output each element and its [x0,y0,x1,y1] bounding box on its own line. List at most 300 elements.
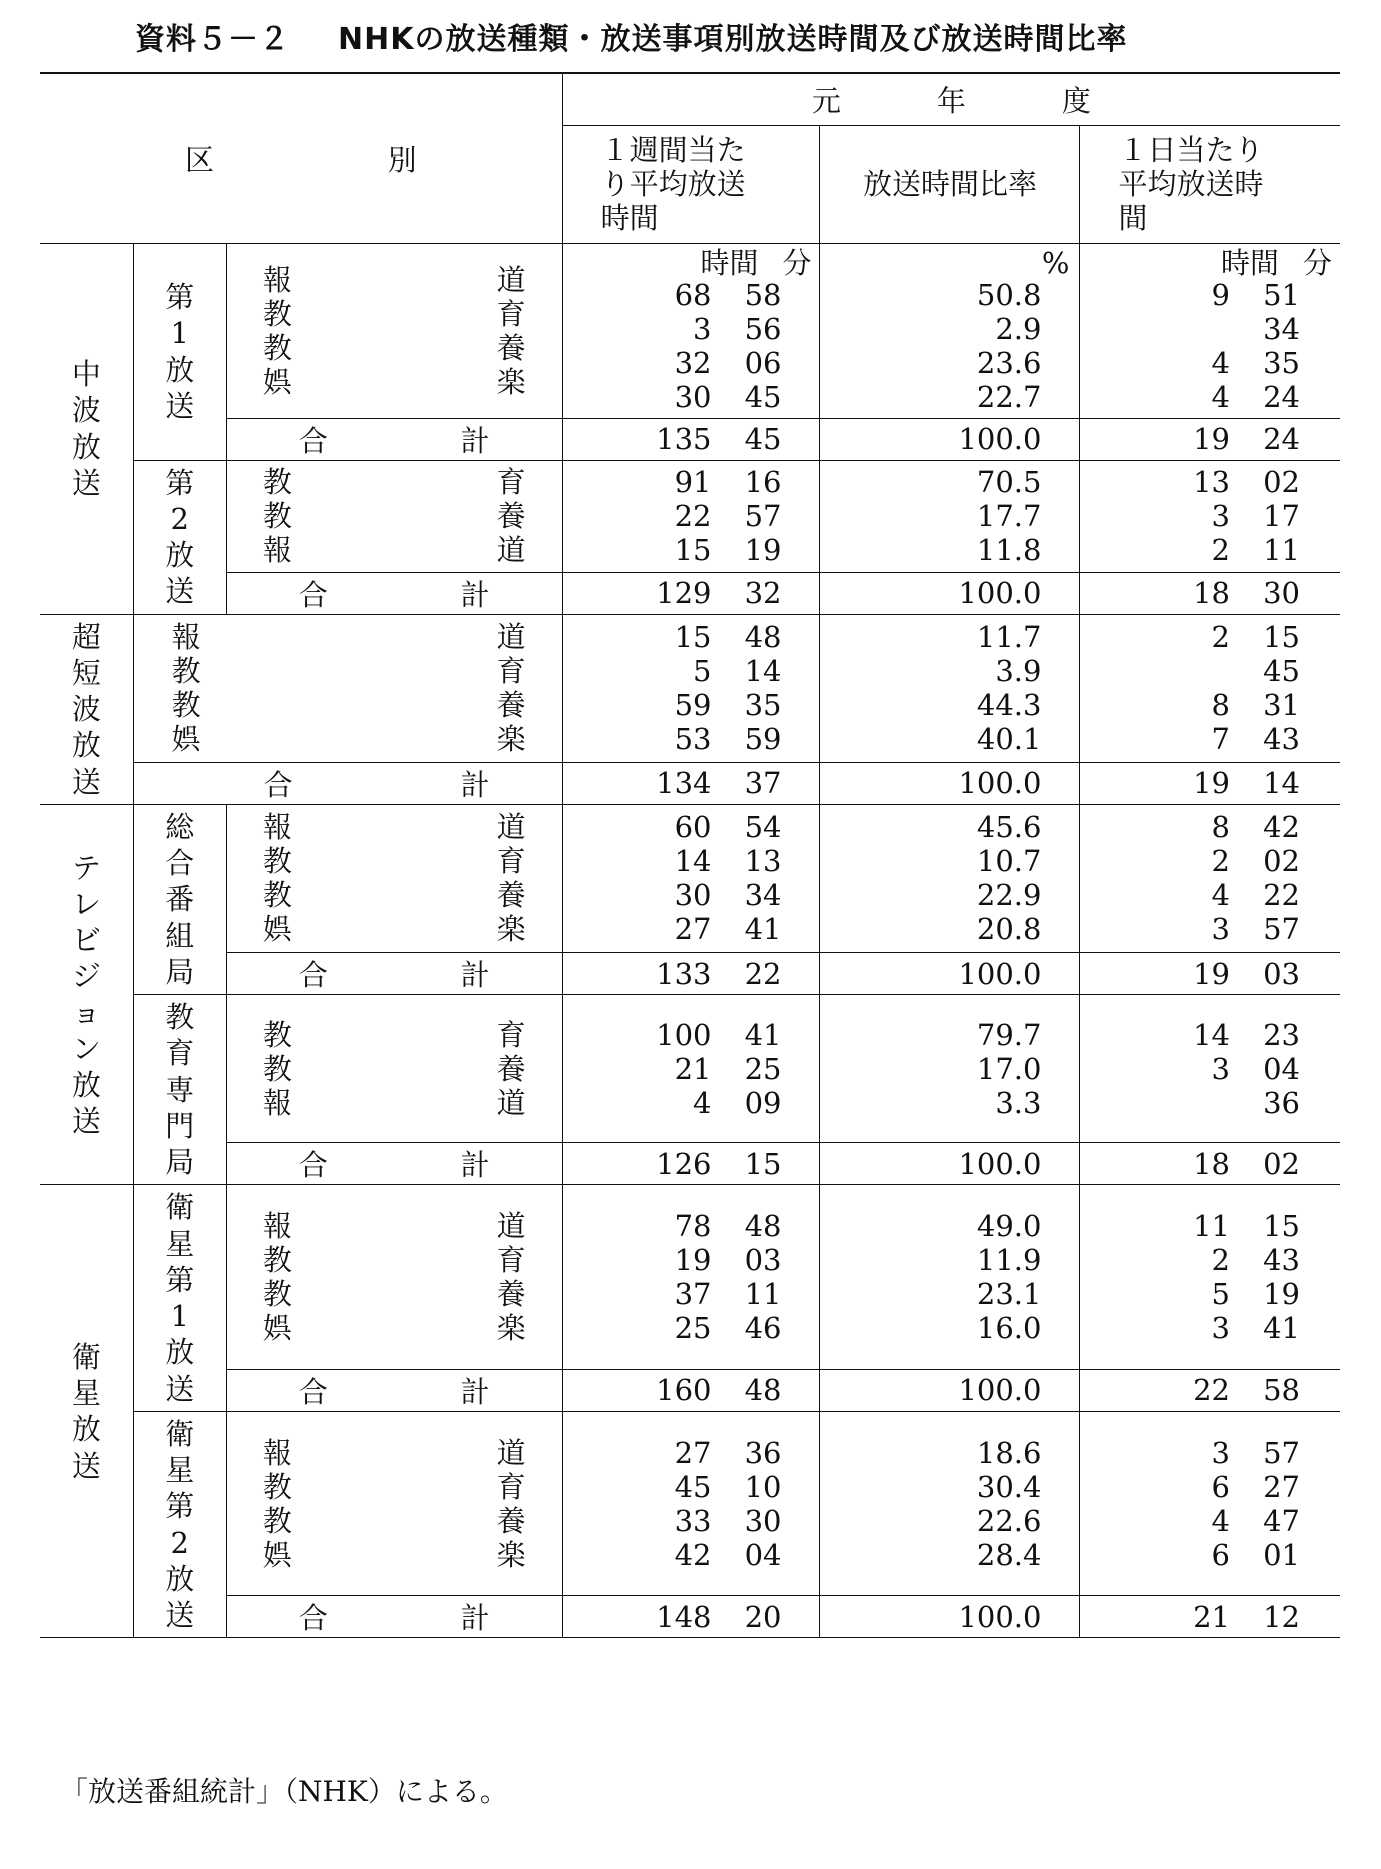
unit-min: 分 [1302,245,1332,280]
weekly-hours: 5 [693,654,712,689]
total-daily [1080,1147,1340,1181]
total-ratio-cell [820,1596,1080,1638]
category-cell [226,1411,562,1596]
ratio-stack [820,278,1079,414]
category-stack [227,810,562,946]
weekly-minutes: 03 [744,1243,782,1277]
category-cell [226,995,562,1143]
daily-minutes: 31 [1263,688,1300,723]
weekly-line [563,380,820,414]
category-line [227,1504,562,1538]
group-label [134,465,226,610]
vertical-char: レ [71,886,101,921]
daily-line [1080,465,1340,499]
vertical-char: 放 [71,429,101,464]
category-char-right: 養 [496,499,526,533]
category-line [227,810,562,844]
weekly-minutes: 34 [744,878,782,913]
total-daily-cell [1080,953,1340,995]
daily-minutes: 11 [1263,533,1300,567]
weekly-hours: 15 [674,533,712,567]
category-line [227,878,562,912]
ratio-line: 30.4 [976,1469,1042,1504]
daily-line [1080,1470,1340,1504]
weekly-line [563,312,820,346]
vertical-char: 放 [165,1561,195,1596]
vertical-char: 波 [71,393,101,428]
total-ratio-cell [820,953,1080,995]
weekly-hours: 60 [674,810,712,845]
data-row-group [40,995,1340,1143]
category-stack [227,263,562,399]
category-stack [134,620,562,756]
header-category-right: 別 [387,142,417,177]
daily-minutes: 15 [1263,620,1300,655]
weekly-hours: 100 [656,1017,712,1052]
weekly-minutes: 48 [744,1209,782,1243]
total-weekly-hours: 133 [656,956,712,991]
group-label-cell [133,804,226,994]
daily-line [1080,1018,1340,1052]
category-char-right: 楽 [496,1537,526,1572]
daily-stack [1080,465,1340,567]
vertical-char: 局 [165,954,195,989]
category-line [227,844,562,878]
vertical-char: 送 [71,465,101,500]
daily-hours: 3 [1211,1051,1230,1086]
total-char-left: 合 [298,1601,328,1636]
group-label [134,1416,226,1634]
ratio-stack [820,1018,1079,1120]
group-label-cell [133,460,226,614]
weekly-hours: 19 [674,1243,712,1277]
category-char-right: 育 [496,296,526,331]
daily-cell [1080,1411,1340,1596]
weekly-minutes: 25 [744,1051,782,1086]
weekly-hours: 33 [674,1503,712,1538]
weekly-hours: 27 [674,912,712,947]
daily-line [1080,620,1340,654]
category-char-right: 養 [496,1503,526,1538]
total-weekly-minutes: 37 [744,766,782,801]
daily-hours: 5 [1211,1277,1230,1311]
category-line [227,1018,562,1052]
weekly-hours: 30 [674,379,712,414]
total-daily-hours: 22 [1193,1373,1230,1408]
category-cell [133,614,562,762]
weekly-line [563,1504,820,1538]
vertical-char: 組 [165,918,195,953]
daily-minutes: 42 [1263,810,1300,845]
total-daily [1080,576,1340,610]
ratio-cell [820,1411,1080,1596]
category-line [227,331,562,365]
weekly-line [563,1277,820,1311]
daily-hours: 8 [1211,688,1230,723]
vertical-char: 送 [71,764,101,799]
total-daily-cell [1080,762,1340,804]
weekly-minutes: 30 [744,1503,782,1538]
total-char-right: 計 [460,958,490,992]
weekly-line [563,1052,820,1086]
total-daily-hours: 21 [1193,1599,1230,1634]
ratio-line: 23.1 [976,1277,1042,1311]
total-weekly-cell [562,762,820,804]
unit-min: 分 [782,245,812,280]
ratio-cell [820,460,1080,572]
section-label [40,619,133,800]
category-stack [227,1436,562,1572]
daily-stack [1080,620,1340,756]
category-char-right: 育 [496,654,526,689]
total-char-right: 計 [460,767,490,802]
section-label-cell [40,243,133,614]
weekly-cell [562,1411,820,1596]
weekly-hours: 37 [674,1277,712,1311]
vertical-char: 門 [165,1108,195,1143]
vertical-char: 放 [165,352,195,387]
weekly-line [563,844,820,878]
daily-minutes: 02 [1263,465,1300,499]
vertical-char: ジ [71,959,101,994]
vertical-char: 短 [71,655,101,690]
category-char-right: 楽 [496,1311,526,1345]
category-char-right: 道 [496,262,526,297]
daily-hours: 2 [1211,620,1230,655]
vertical-char: 放 [71,1412,101,1447]
unit-hour: 時間 [700,245,759,280]
total-daily-minutes: 14 [1263,766,1300,801]
total-weekly [563,1600,820,1634]
daily-line [1080,1052,1340,1086]
group-label [134,1189,226,1407]
category-char-left: 教 [262,330,292,365]
daily-minutes: 36 [1263,1085,1300,1120]
daily-minutes: 23 [1263,1017,1300,1052]
weekly-minutes: 11 [744,1277,782,1311]
category-char-left: 娯 [262,1537,292,1572]
vertical-char: 星 [165,1226,195,1261]
ratio-line: 20.8 [976,912,1042,947]
ratio-line: 11.9 [976,1243,1042,1277]
total-char-right: 計 [460,1601,490,1636]
data-row-section [40,614,1340,762]
weekly-hours: 25 [674,1311,712,1345]
header-category-left: 区 [185,142,215,177]
weekly-minutes: 57 [744,499,782,533]
title-label: 資料５－２ [135,22,290,57]
weekly-line [563,912,820,946]
total-char-left: 合 [298,1148,328,1183]
daily-line [1080,499,1340,533]
daily-line [1080,1243,1340,1277]
daily-line [1080,810,1340,844]
vertical-char: 衛 [165,1416,195,1451]
weekly-line [563,1243,820,1277]
total-weekly-minutes: 48 [744,1373,782,1408]
ratio-line: 2.9 [995,311,1042,346]
daily-line [1080,278,1340,312]
weekly-hours: 14 [674,844,712,879]
category-char-left: 報 [262,533,292,567]
total-daily-hours: 19 [1193,956,1230,991]
category-char-left: 教 [262,1017,292,1052]
category-char-left: 娯 [171,722,201,757]
vertical-char: 放 [165,538,195,572]
daily-hours [1160,312,1230,346]
category-char-right: 養 [496,878,526,913]
vertical-char: 送 [165,1598,195,1632]
total-weekly-minutes: 15 [744,1146,782,1181]
category-char-left: 報 [262,1209,292,1243]
weekly-minutes: 09 [744,1085,782,1120]
daily-cell [1080,614,1340,762]
ratio-stack [820,1436,1079,1572]
weekly-hours: 42 [674,1537,712,1572]
total-daily-minutes: 02 [1263,1146,1300,1181]
weekly-line [563,465,820,499]
data-row-group [40,1411,1340,1596]
daily-minutes: 35 [1263,345,1300,380]
ratio-line: 49.0 [976,1209,1042,1243]
category-char-left: 報 [262,810,292,845]
vertical-char: 総 [165,809,195,844]
daily-hours: 4 [1211,345,1230,380]
weekly-line [563,1436,820,1470]
daily-hours [1160,1086,1230,1120]
section-label-cell [40,614,133,804]
daily-cell [1080,804,1340,952]
header-row-top [40,73,1340,125]
category-line [227,912,562,946]
total-weekly-hours: 135 [656,422,712,456]
total-ratio: 100.0 [958,1599,1042,1634]
vertical-char: 教 [165,1000,195,1034]
group-label [134,279,226,424]
ratio-line: 40.1 [976,722,1042,757]
ratio-line: 45.6 [976,810,1042,845]
total-daily-cell [1080,1143,1340,1185]
ratio-line: 79.7 [976,1017,1042,1052]
category-line [227,297,562,331]
daily-line [1080,533,1340,567]
header-daily-cell [1080,125,1340,243]
ratio-cell [820,614,1080,762]
category-char-right: 道 [496,810,526,845]
weekly-line [563,499,820,533]
daily-minutes: 43 [1263,1243,1300,1277]
daily-hours: 4 [1211,1503,1230,1538]
category-char-left: 教 [262,878,292,913]
category-char-left: 教 [262,465,292,499]
category-char-left: 教 [262,1503,292,1538]
weekly-stack [563,1018,820,1120]
vertical-char: ビ [71,923,101,957]
category-char-left: 教 [262,844,292,879]
weekly-line [563,346,820,380]
total-label [227,1596,562,1637]
total-label [227,953,562,994]
vertical-char: 送 [71,1448,101,1483]
daily-minutes: 02 [1263,844,1300,879]
category-char-left: 娯 [262,1311,292,1345]
weekly-minutes: 54 [744,810,782,845]
total-ratio: 100.0 [958,576,1042,610]
total-label-cell [226,572,562,614]
total-daily-minutes: 03 [1263,956,1300,991]
category-char-left: 教 [262,1469,292,1504]
ratio-line: 17.0 [976,1051,1042,1086]
daily-line [1080,722,1340,756]
daily-hours: 3 [1211,499,1230,533]
unit-hour: 時間 [1220,245,1279,280]
weekly-line [563,1538,820,1572]
daily-minutes: 22 [1263,878,1300,913]
vertical-char: 第 [165,1262,195,1297]
vertical-char: 衛 [165,1190,195,1225]
daily-stack [1080,1209,1340,1345]
section-label [40,850,133,1140]
vertical-char: 送 [165,574,195,609]
total-label [227,1143,562,1184]
category-line [227,499,562,533]
total-daily [1080,1600,1340,1634]
total-ratio-cell [820,572,1080,614]
total-daily-hours: 19 [1193,766,1230,801]
total-daily-hours: 19 [1193,422,1230,456]
category-char-right: 道 [496,1085,526,1120]
weekly-cell [562,804,820,952]
daily-hours: 3 [1211,1435,1230,1470]
ratio-line: 18.6 [976,1435,1042,1470]
table-body [40,73,1340,1638]
weekly-line [563,654,820,688]
ratio-line: 44.3 [976,688,1042,723]
weekly-minutes: 41 [744,912,782,947]
category-char-left: 報 [262,1085,292,1120]
weekly-hours: 30 [674,878,712,913]
weekly-line [563,620,820,654]
total-daily [1080,1373,1340,1407]
category-char-right: 養 [496,1051,526,1086]
category-line [227,465,562,499]
ratio-line: 22.6 [976,1503,1042,1538]
ratio-line: 70.5 [976,465,1042,499]
header-daily-line: １日当たり [1118,133,1264,167]
category-char-right: 育 [496,1469,526,1504]
weekly-minutes: 06 [744,345,782,380]
category-line [134,688,562,722]
weekly-line [563,1209,820,1243]
total-label [134,763,562,804]
weekly-minutes: 45 [744,379,782,414]
daily-cell [1080,995,1340,1143]
ratio-stack [820,1209,1079,1345]
total-daily [1080,766,1340,800]
header-daily-line: 平均放送時 [1118,167,1264,201]
vertical-char: 2 [170,501,189,536]
vertical-char: 星 [71,1376,101,1410]
weekly-minutes: 04 [744,1537,782,1572]
total-daily-minutes: 12 [1263,1599,1300,1634]
daily-minutes: 24 [1263,379,1300,414]
header-year: 元年度 [811,83,1187,118]
category-char-right: 道 [496,533,526,567]
weekly-hours: 32 [674,345,712,380]
group-label [134,999,226,1180]
ratio-stack [820,810,1079,946]
data-row-group [40,243,1340,418]
daily-minutes: 04 [1263,1051,1300,1086]
total-ratio: 100.0 [958,1373,1042,1408]
total-weekly-minutes: 45 [744,422,782,456]
total-weekly-minutes: 22 [744,956,782,991]
weekly-cell [562,1185,820,1370]
header-ratio-cell [820,125,1080,243]
total-weekly [563,1147,820,1181]
daily-cell [1080,1185,1340,1370]
total-label-cell [226,953,562,995]
daily-hours: 3 [1211,912,1230,947]
data-row-group [40,460,1340,572]
weekly-cell [562,243,820,418]
total-weekly [563,1373,820,1407]
total-weekly-cell [562,1143,820,1185]
total-weekly-minutes: 32 [744,576,782,610]
category-char-left: 教 [262,296,292,331]
daily-minutes: 19 [1263,1277,1300,1311]
category-char-right: 育 [496,1017,526,1052]
category-char-left: 教 [262,1051,292,1086]
category-char-left: 報 [171,620,201,655]
category-char-right: 道 [496,620,526,655]
page-title [135,14,1335,58]
daily-line [1080,654,1340,688]
total-weekly-hours: 134 [656,766,712,801]
weekly-hours: 78 [674,1209,712,1243]
category-line [227,1277,562,1311]
daily-stack [1080,810,1340,946]
total-row [40,762,1340,804]
weekly-minutes: 36 [744,1435,782,1470]
total-ratio-cell [820,418,1080,460]
category-stack [227,1018,562,1120]
weekly-minutes: 56 [744,311,782,346]
header-ratio: 放送時間比率 [862,167,1037,201]
ratio-stack [820,620,1079,756]
total-weekly-hours: 129 [656,576,712,610]
vertical-char: 送 [165,1371,195,1406]
category-cell [226,460,562,572]
category-char-left: 教 [171,654,201,689]
daily-minutes: 47 [1263,1503,1300,1538]
total-label [227,419,562,460]
header-weekly [563,133,820,235]
total-weekly-cell [562,1596,820,1638]
total-weekly [563,766,820,800]
ratio-line: 17.7 [976,499,1042,533]
daily-hours: 2 [1211,844,1230,879]
total-weekly-minutes: 20 [744,1599,782,1634]
weekly-hours: 21 [674,1051,712,1086]
ratio-cell [820,995,1080,1143]
vertical-char: 第 [165,280,195,314]
category-char-right: 養 [496,688,526,723]
weekly-minutes: 58 [744,277,782,312]
category-line [227,1052,562,1086]
total-char-right: 計 [460,423,490,458]
weekly-hours: 3 [693,311,712,346]
